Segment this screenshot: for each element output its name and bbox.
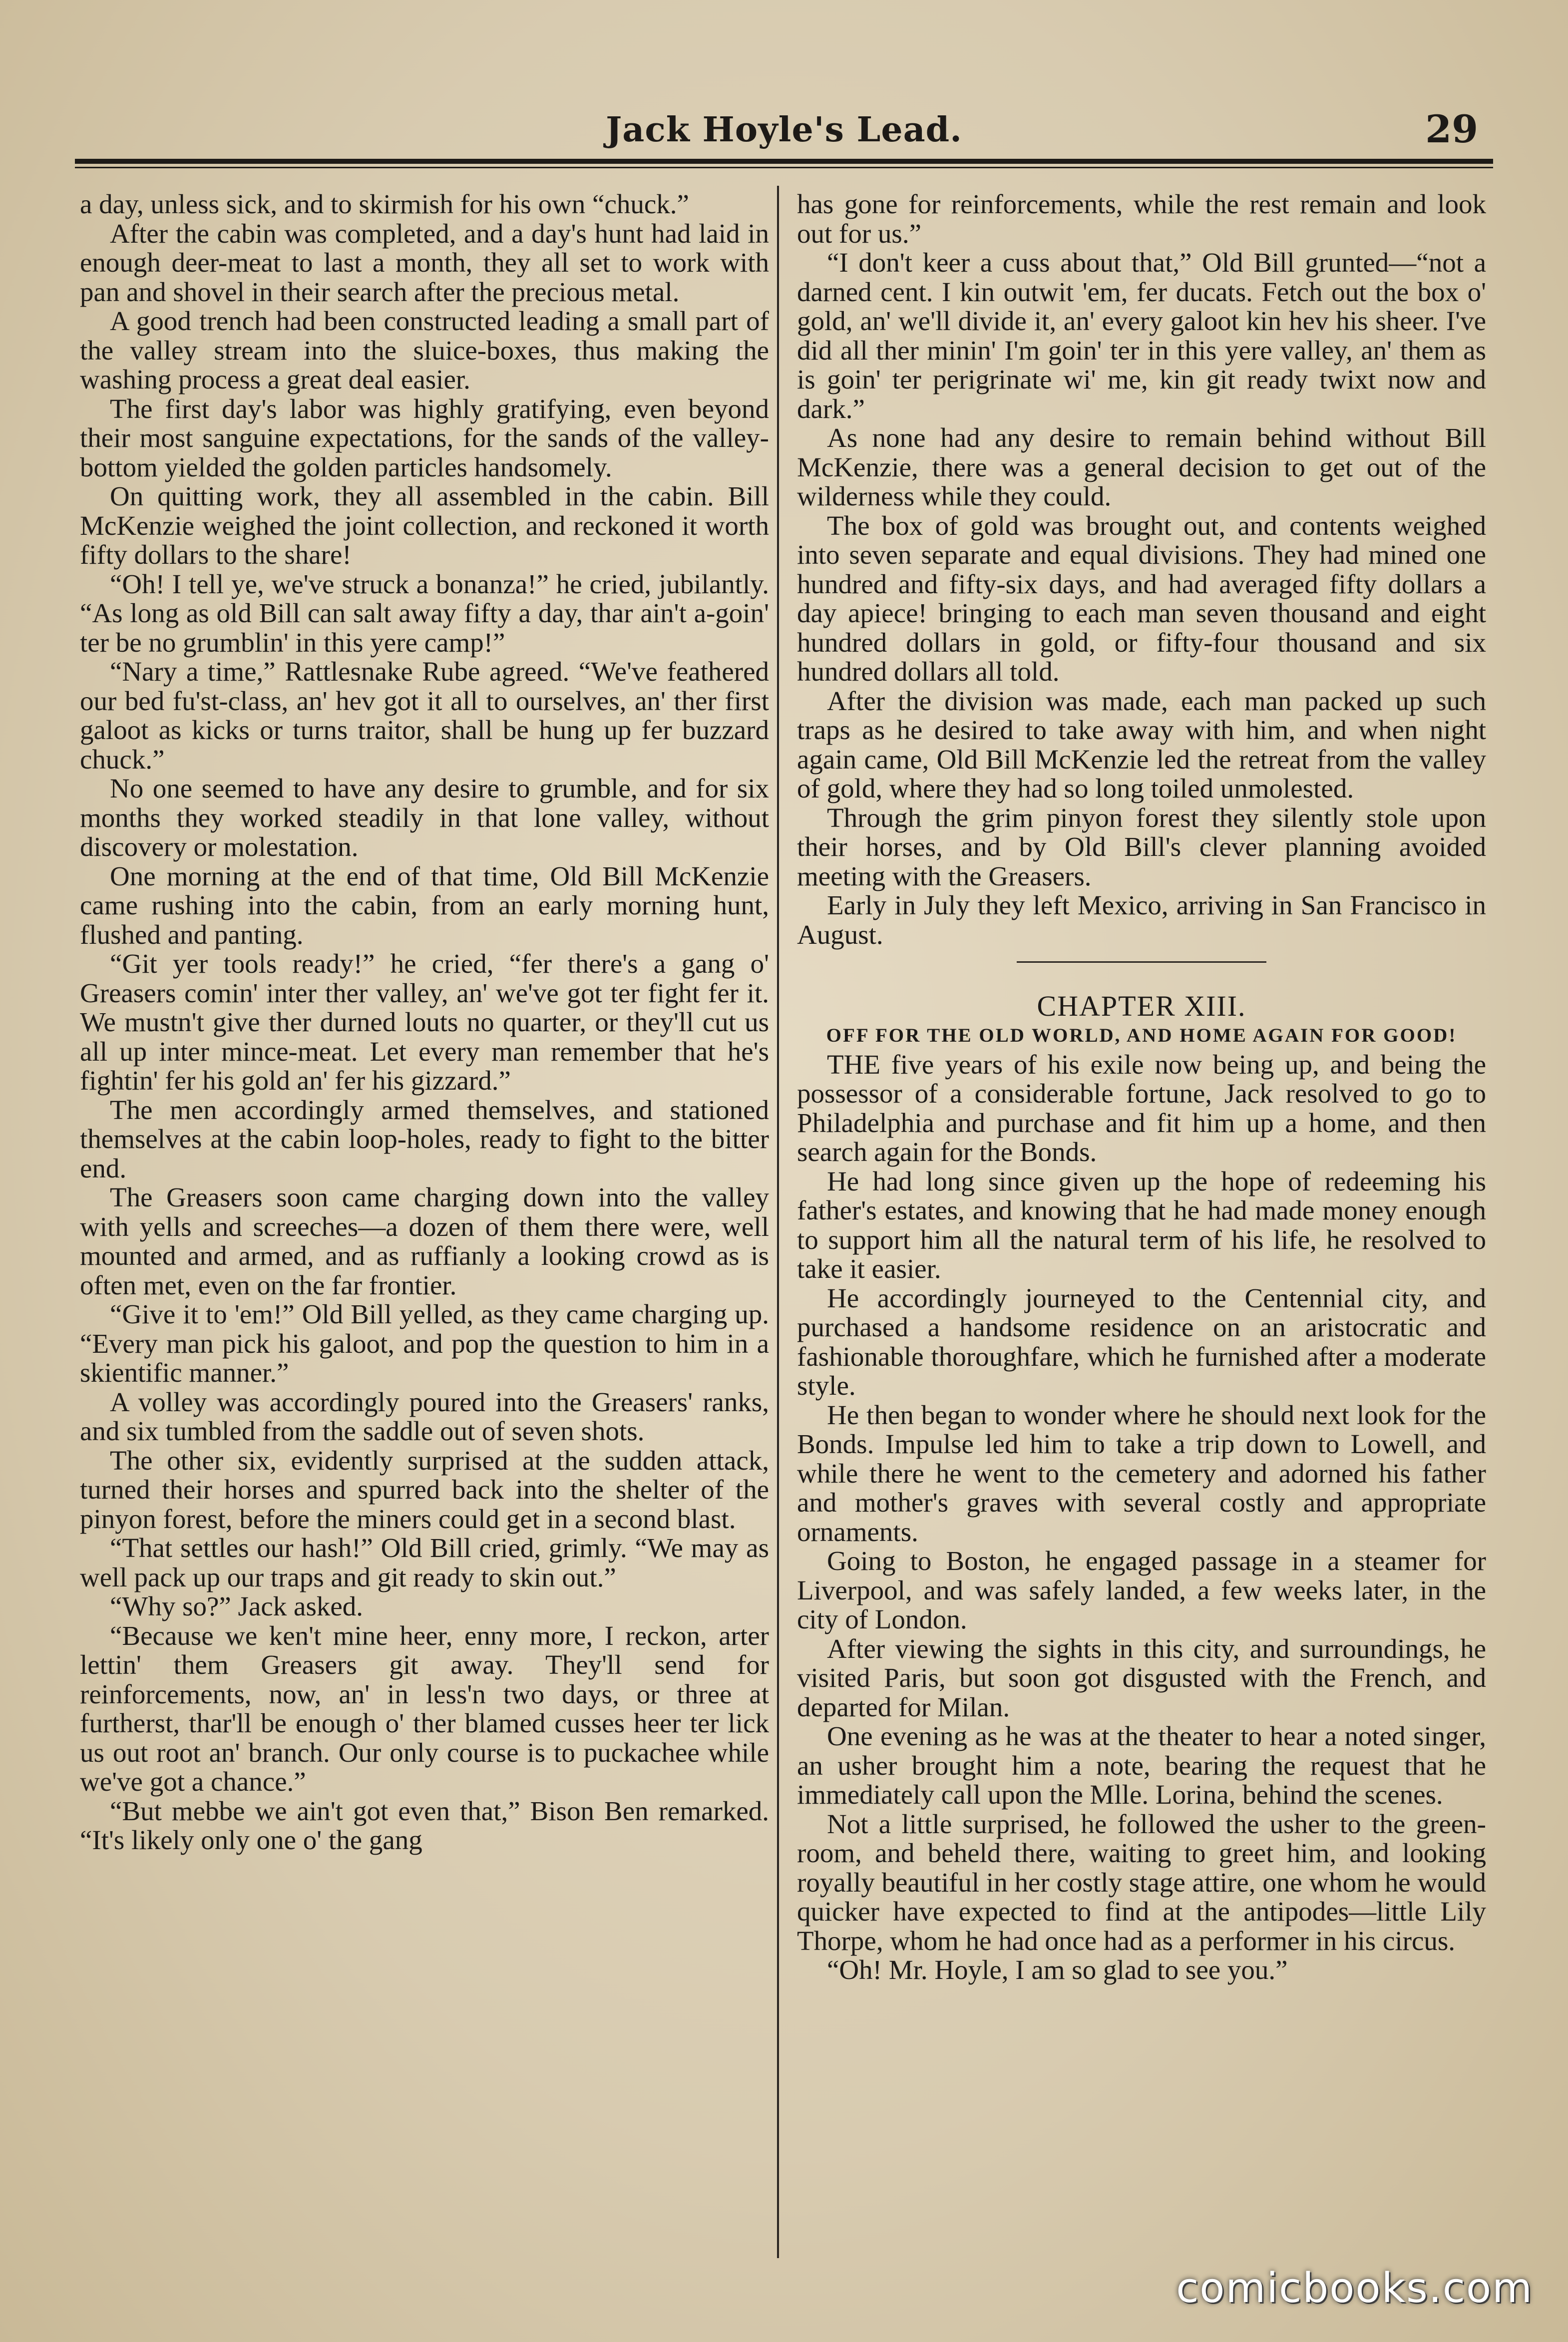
chapter-heading: CHAPTER XIII. <box>1037 990 1246 1022</box>
paragraph: The first day's labor was highly gratifying, even beyond their most sanguine expectations, for the sands of the valley-bottom yielded the golden particles handsomely. <box>80 393 769 482</box>
paragraph: After viewing the sights in this city, and surroundings, he visited Paris, but soon got disgusted with the French, and departed for Milan. <box>797 1633 1486 1722</box>
paragraph: Early in July they left Mexico, arriving in San Francisco in August. <box>797 890 1486 950</box>
paragraph: One morning at the end of that time, Old Bill McKenzie came rushing into the cabin, from an early morning hunt, flushed and panting. <box>80 860 769 950</box>
running-title: Jack Hoyle's Lead. <box>606 110 962 150</box>
paragraph: Not a little surprised, he followed the usher to the green-room, and beheld there, waiting to greet him, and looking royally beautiful in her costly stage attire, one whom he would quicker have expected to find at the antipodes—little Lily Thorpe, whom he had once had as a performer in his circus. <box>797 1808 1486 1956</box>
paragraph: No one seemed to have any desire to grumble, and for six months they worked steadily in that lone valley, without discovery or molestation. <box>80 773 769 862</box>
paragraph: “Give it to 'em!” Old Bill yelled, as they came charging up. “Every man pick his galoot, and pop the question to him in a skientific manner.” <box>80 1299 769 1388</box>
paragraph: “Oh! I tell ye, we've struck a bonanza!” he cried, jubilantly. “As long as old Bill can salt away fifty a day, thar ain't a-goin' ter be no grumblin' in this yere camp!” <box>80 568 769 658</box>
paragraph: THE five years of his exile now being up, and being the possessor of a considerable fortune, Jack resolved to go to Philadelphia and purchase and fit him up a home, and then search again for the Bonds. <box>797 1049 1486 1167</box>
chapter-subtitle: OFF FOR THE OLD WORLD, AND HOME AGAIN FOR GOOD! <box>826 1024 1457 1046</box>
paragraph: “Nary a time,” Rattlesnake Rube agreed. “We've feathered our bed fu'st-class, an' hev got it all to ourselves, an' ther first galoot as kicks or turns traitor, shall be hung up fer buzzard chuck.” <box>80 656 769 775</box>
paragraph: The men accordingly armed themselves, and stationed themselves at the cabin loop-holes, ready to fight to the bitter end. <box>80 1094 769 1183</box>
paragraph: Through the grim pinyon forest they silently stole upon their horses, and by Old Bill's clever planning avoided meeting with the Greasers. <box>797 802 1486 891</box>
header-rule <box>75 159 1493 164</box>
column-divider <box>777 186 779 2258</box>
paragraph: He then began to wonder where he should next look for the Bonds. Impulse led him to take a trip down to Lowell, and while there he went to the cemetery and adorned his father and mother's graves with several costly and appropriate ornaments. <box>797 1399 1486 1547</box>
left-column <box>80 190 769 2247</box>
section-divider <box>1017 961 1266 963</box>
paragraph: A volley was accordingly poured into the Greasers' ranks, and six tumbled from the saddle out of seven shots. <box>80 1386 769 1446</box>
paragraph: He accordingly journeyed to the Centennial city, and purchased a handsome residence on an aristocratic and fashionable thoroughfare, which he furnished after a moderate style. <box>797 1282 1486 1401</box>
paragraph: The box of gold was brought out, and contents weighed into seven separate and equal divisions. They had mined one hundred and fifty-six days, and had averaged fifty dollars a day apiece! bringing to each man seven thousand and eight hundred dollars in gold, or fifty-four thousand and six hundred dollars all told. <box>797 510 1486 687</box>
paragraph: He had long since given up the hope of redeeming his father's estates, and knowing that he had made money enough to support him all the natural term of his life, he resolved to take it easier. <box>797 1166 1486 1284</box>
running-header <box>80 100 1488 155</box>
paragraph: “Why so?” Jack asked. <box>110 1591 364 1621</box>
paragraph: “Oh! Mr. Hoyle, I am so glad to see you.” <box>827 1954 1288 1985</box>
paragraph: Going to Boston, he engaged passage in a steamer for Liverpool, and was safely landed, a few weeks later, in the city of London. <box>797 1546 1486 1634</box>
paragraph: As none had any desire to remain behind without Bill McKenzie, there was a general decision to get out of the wilderness while they could. <box>797 422 1486 511</box>
paragraph: The Greasers soon came charging down into the valley with yells and screeches—a dozen of them there were, well mounted and armed, and as ruffianly a looking crowd as is often met, even on the far frontier. <box>80 1182 769 1300</box>
paragraph: On quitting work, they all assembled in the cabin. Bill McKenzie weighed the joint collection, and reckoned it worth fifty dollars to the share! <box>80 481 769 570</box>
paragraph: “Because we ken't mine heer, enny more, I reckon, arter lettin' them Greasers git away. They'll send for reinforcements, now, an' in less'n two days, or three at furtherst, thar'll be enough o' ther blamed cusses heer ter lick us out root an' branch. Our only course is to puckachee while we've got a chance.” <box>80 1620 769 1797</box>
paragraph: One evening as he was at the theater to hear a noted singer, an usher brought him a note, bearing the request that he immediately call upon the Mlle. Lorina, behind the scenes. <box>797 1721 1486 1810</box>
paragraph: “But mebbe we ain't got even that,” Bison Ben remarked. “It's likely only one o' the gang <box>80 1795 769 1855</box>
header-rule-thin <box>75 167 1493 168</box>
paragraph: “I don't keer a cuss about that,” Old Bill grunted—“not a darned cent. I kin outwit 'em, fer ducats. Fetch out the box o' gold, an' we'll divide it, an' every galoot kin hev his sheer. I've did all ther minin' I'm goin' ter in this yere valley, an' them as is goin' ter perigrinate wi' me, kin git ready twixt now and dark.” <box>797 247 1486 424</box>
paragraph: The other six, evidently surprised at the sudden attack, turned their horses and spurred back into the shelter of the pinyon forest, before the miners could get in a second blast. <box>80 1445 769 1534</box>
paragraph: After the cabin was completed, and a day's hunt had laid in enough deer-meat to last a month, they all set to work with pan and shovel in their search after the precious metal. <box>80 218 769 307</box>
paragraph: A good trench had been constructed leading a small part of the valley stream into the sluice-boxes, thus making the washing process a great deal easier. <box>80 306 769 394</box>
paragraph: a day, unless sick, and to skirmish for his own “chuck.” <box>80 190 689 219</box>
right-column <box>797 190 1486 2247</box>
paragraph: “That settles our hash!” Old Bill cried, grimly. “We may as well pack up our traps and git ready to skin out.” <box>80 1533 769 1592</box>
paragraph: has gone for reinforcements, while the rest remain and look out for us.” <box>797 190 1486 249</box>
paragraph: “Git yer tools ready!” he cried, “fer there's a gang o' Greasers comin' inter ther valley, an' we've got ter fight fer it. We mustn't give ther durned louts no quarter, or they'll cut us all up inter mince-meat. Let every man remember that he's fightin' fer his gold an' fer his gizzard.” <box>80 948 769 1096</box>
paragraph: After the division was made, each man packed up such traps as he desired to take away with him, and when night again came, Old Bill McKenzie led the retreat from the valley of gold, where they had so long toiled unmolested. <box>797 685 1486 803</box>
watermark: comicbooks.com <box>1176 2265 1533 2312</box>
page-number: 29 <box>1425 107 1478 151</box>
